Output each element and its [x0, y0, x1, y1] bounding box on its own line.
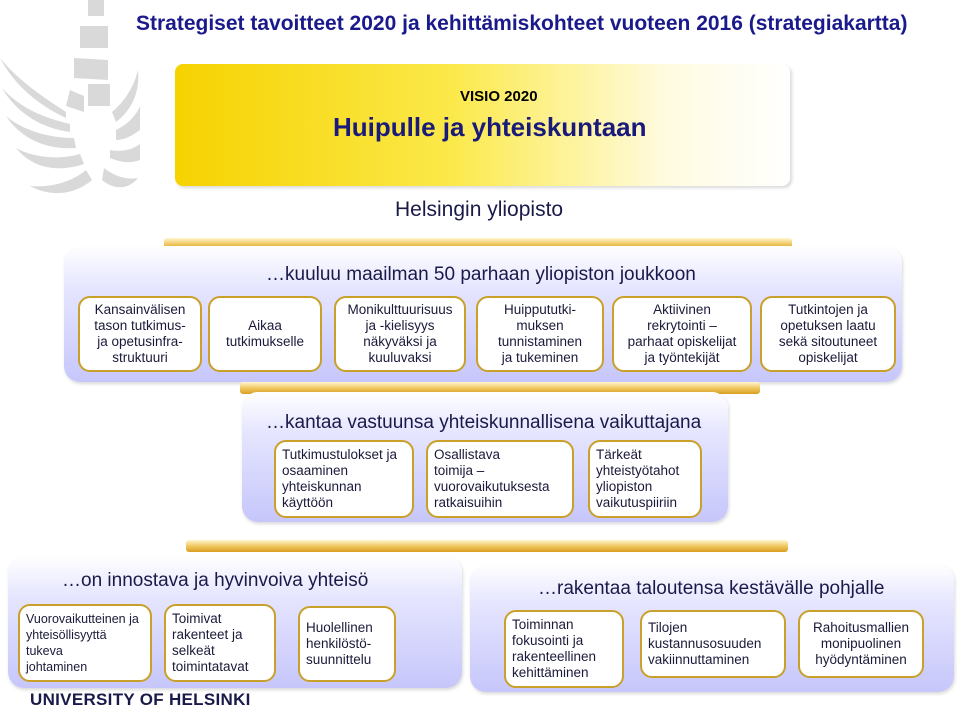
goal-box: Toiminnan fokusointi ja rakenteellinen kehittäminen — [504, 610, 624, 688]
goal-box: Tilojen kustannusosuuden vakiinnuttaminen — [640, 610, 786, 678]
goal-box: Rahoitusmallien monipuolinen hyödyntäminen — [798, 610, 924, 678]
footer-university-logo: UNIVERSITY OF HELSINKI — [30, 690, 251, 709]
goal-title-community: …on innostava ja hyvinvoiva yhteisö — [62, 570, 369, 591]
goal-box: Huolellinen henkilöstö- suunnittelu — [298, 606, 396, 682]
goal-title-societal-impact: …kantaa vastuunsa yhteiskunnallisena vaikuttajana — [266, 412, 702, 433]
goal-box: Tutkintojen ja opetuksen laatu sekä sitoutuneet opiskelijat — [760, 296, 896, 372]
goal-title-top-universities: …kuuluu maailman 50 parhaan yliopiston joukkoon — [266, 264, 696, 285]
university-logo-icon — [0, 0, 140, 200]
goal-box: Vuorovaikutteinen ja yhteisöllisyyttä tukeva johtaminen — [18, 604, 152, 682]
page-title: Strategiset tavoitteet 2020 ja kehittämiskohteet vuoteen 2016 (strategiakartta) — [136, 12, 908, 35]
divider-bar — [186, 540, 788, 552]
goal-box: Monikulttuurisuus ja -kielisyys näkyväksi ja kuuluvaksi — [334, 296, 466, 372]
university-name: Helsingin yliopisto — [395, 198, 564, 221]
vision-motto: Huipulle ja yhteiskuntaan — [333, 112, 647, 142]
goal-box: Aktiivinen rekrytointi – parhaat opiskelijat ja työntekijät — [612, 296, 752, 372]
goal-box: Aikaa tutkimukselle — [208, 296, 322, 372]
goal-box: Tärkeät yhteistyötahot yliopiston vaikutuspiiriin — [588, 440, 702, 518]
vision-label: VISIO 2020 — [460, 88, 538, 105]
goal-box: Osallistava toimija – vuorovaikutuksesta ratkaisuihin — [426, 440, 574, 518]
goal-box: Toimivat rakenteet ja selkeät toimintatavat — [164, 604, 276, 682]
goal-title-economy: …rakentaa taloutensa kestävälle pohjalle — [538, 578, 885, 599]
goal-box: Kansainvälisen tason tutkimus- ja opetusinfra- struktuuri — [78, 296, 202, 372]
goal-box: Huippututki- muksen tunnistaminen ja tukeminen — [476, 296, 604, 372]
goal-box: Tutkimustulokset ja osaaminen yhteiskunnan käyttöön — [274, 440, 414, 518]
